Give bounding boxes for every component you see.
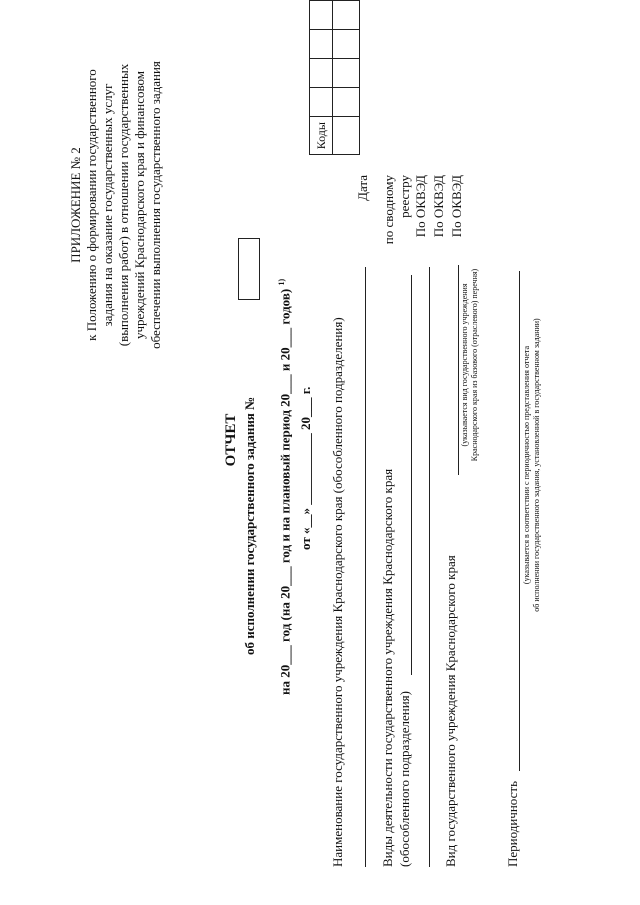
field-activities-line-2[interactable] — [429, 267, 430, 867]
code-cell-okved-3[interactable] — [333, 1, 360, 30]
codes-header-cell — [310, 117, 333, 155]
appendix-line-5: обеспечении выполнения государственного задания — [148, 61, 163, 349]
field-activities-line-1[interactable] — [411, 275, 412, 675]
code-cell-date[interactable] — [333, 117, 360, 155]
label-okved-1: По ОКВЭД — [413, 175, 428, 238]
appendix-line-1: к Положению о формировании государственного — [84, 69, 99, 341]
report-footnote-mark: 1) — [277, 278, 286, 286]
label-okved-3: По ОКВЭД — [449, 175, 464, 238]
code-cell-registry[interactable] — [333, 88, 360, 117]
field-institution-type-label: Вид государственного учреждения Краснодарского края — [443, 555, 458, 867]
field-periodicity-line[interactable] — [519, 271, 520, 771]
report-date-line: от «__» ___________ 20___ г. — [298, 386, 313, 550]
period-note-line-2: об исполнении государственного задания, установленной в государственном задании) — [532, 318, 541, 612]
appendix-block — [68, 40, 164, 370]
appendix-line-3: (выполнения работ) в отношении государственных — [116, 63, 131, 347]
report-subheading: об исполнении государственного задания № — [242, 396, 257, 655]
field-institution-type-note — [460, 235, 480, 495]
report-period-text: на 20___ год (на 20___ год и на плановый период 20___ и 20___ годов) — [277, 288, 293, 695]
field-activities-label-1: Виды деятельности государственного учреждения Краснодарского края — [380, 468, 395, 867]
report-number-box[interactable] — [238, 238, 260, 300]
appendix-title: ПРИЛОЖЕНИЕ № 2 — [68, 147, 83, 263]
field-institution-type-line[interactable] — [458, 265, 459, 475]
label-date: Дата — [355, 175, 370, 201]
appendix-line-2: задания на оказание государственных услуг — [100, 83, 115, 327]
code-cell-okved-1[interactable] — [333, 59, 360, 88]
field-institution-name-line[interactable] — [365, 267, 366, 867]
field-periodicity-label: Периодичность — [505, 780, 520, 867]
codes-table — [309, 0, 360, 155]
field-activities-label-2: (обособленного подразделения) — [397, 691, 412, 867]
report-period-line — [277, 279, 293, 695]
report-heading: ОТЧЕТ — [223, 413, 239, 467]
type-note-line-1: (указывается вид государственного учреждения — [460, 283, 469, 447]
label-registry-1: по сводному — [381, 175, 396, 245]
field-periodicity-note — [522, 275, 542, 655]
label-registry-2: реестру — [397, 175, 412, 218]
code-cell-okved-2[interactable] — [333, 30, 360, 59]
appendix-line-4: учреждений Краснодарского края и финансовом — [132, 70, 147, 340]
code-cell-header-blank-2 — [310, 59, 333, 88]
codes-header: Коды — [313, 122, 328, 150]
code-cell-header-blank-4 — [310, 1, 333, 30]
code-cell-header-blank-3 — [310, 30, 333, 59]
field-institution-name-label: Наименование государственного учреждения Краснодарского края (обособленного подразделения) — [330, 317, 345, 867]
label-okved-2: По ОКВЭД — [431, 175, 446, 238]
code-cell-header-blank — [310, 88, 333, 117]
type-note-line-2: Краснодарского края из базового (отраслевого) перечня) — [470, 268, 479, 462]
period-note-line-1: (указывается в соответствии с периодичностью представления отчета — [522, 345, 531, 585]
